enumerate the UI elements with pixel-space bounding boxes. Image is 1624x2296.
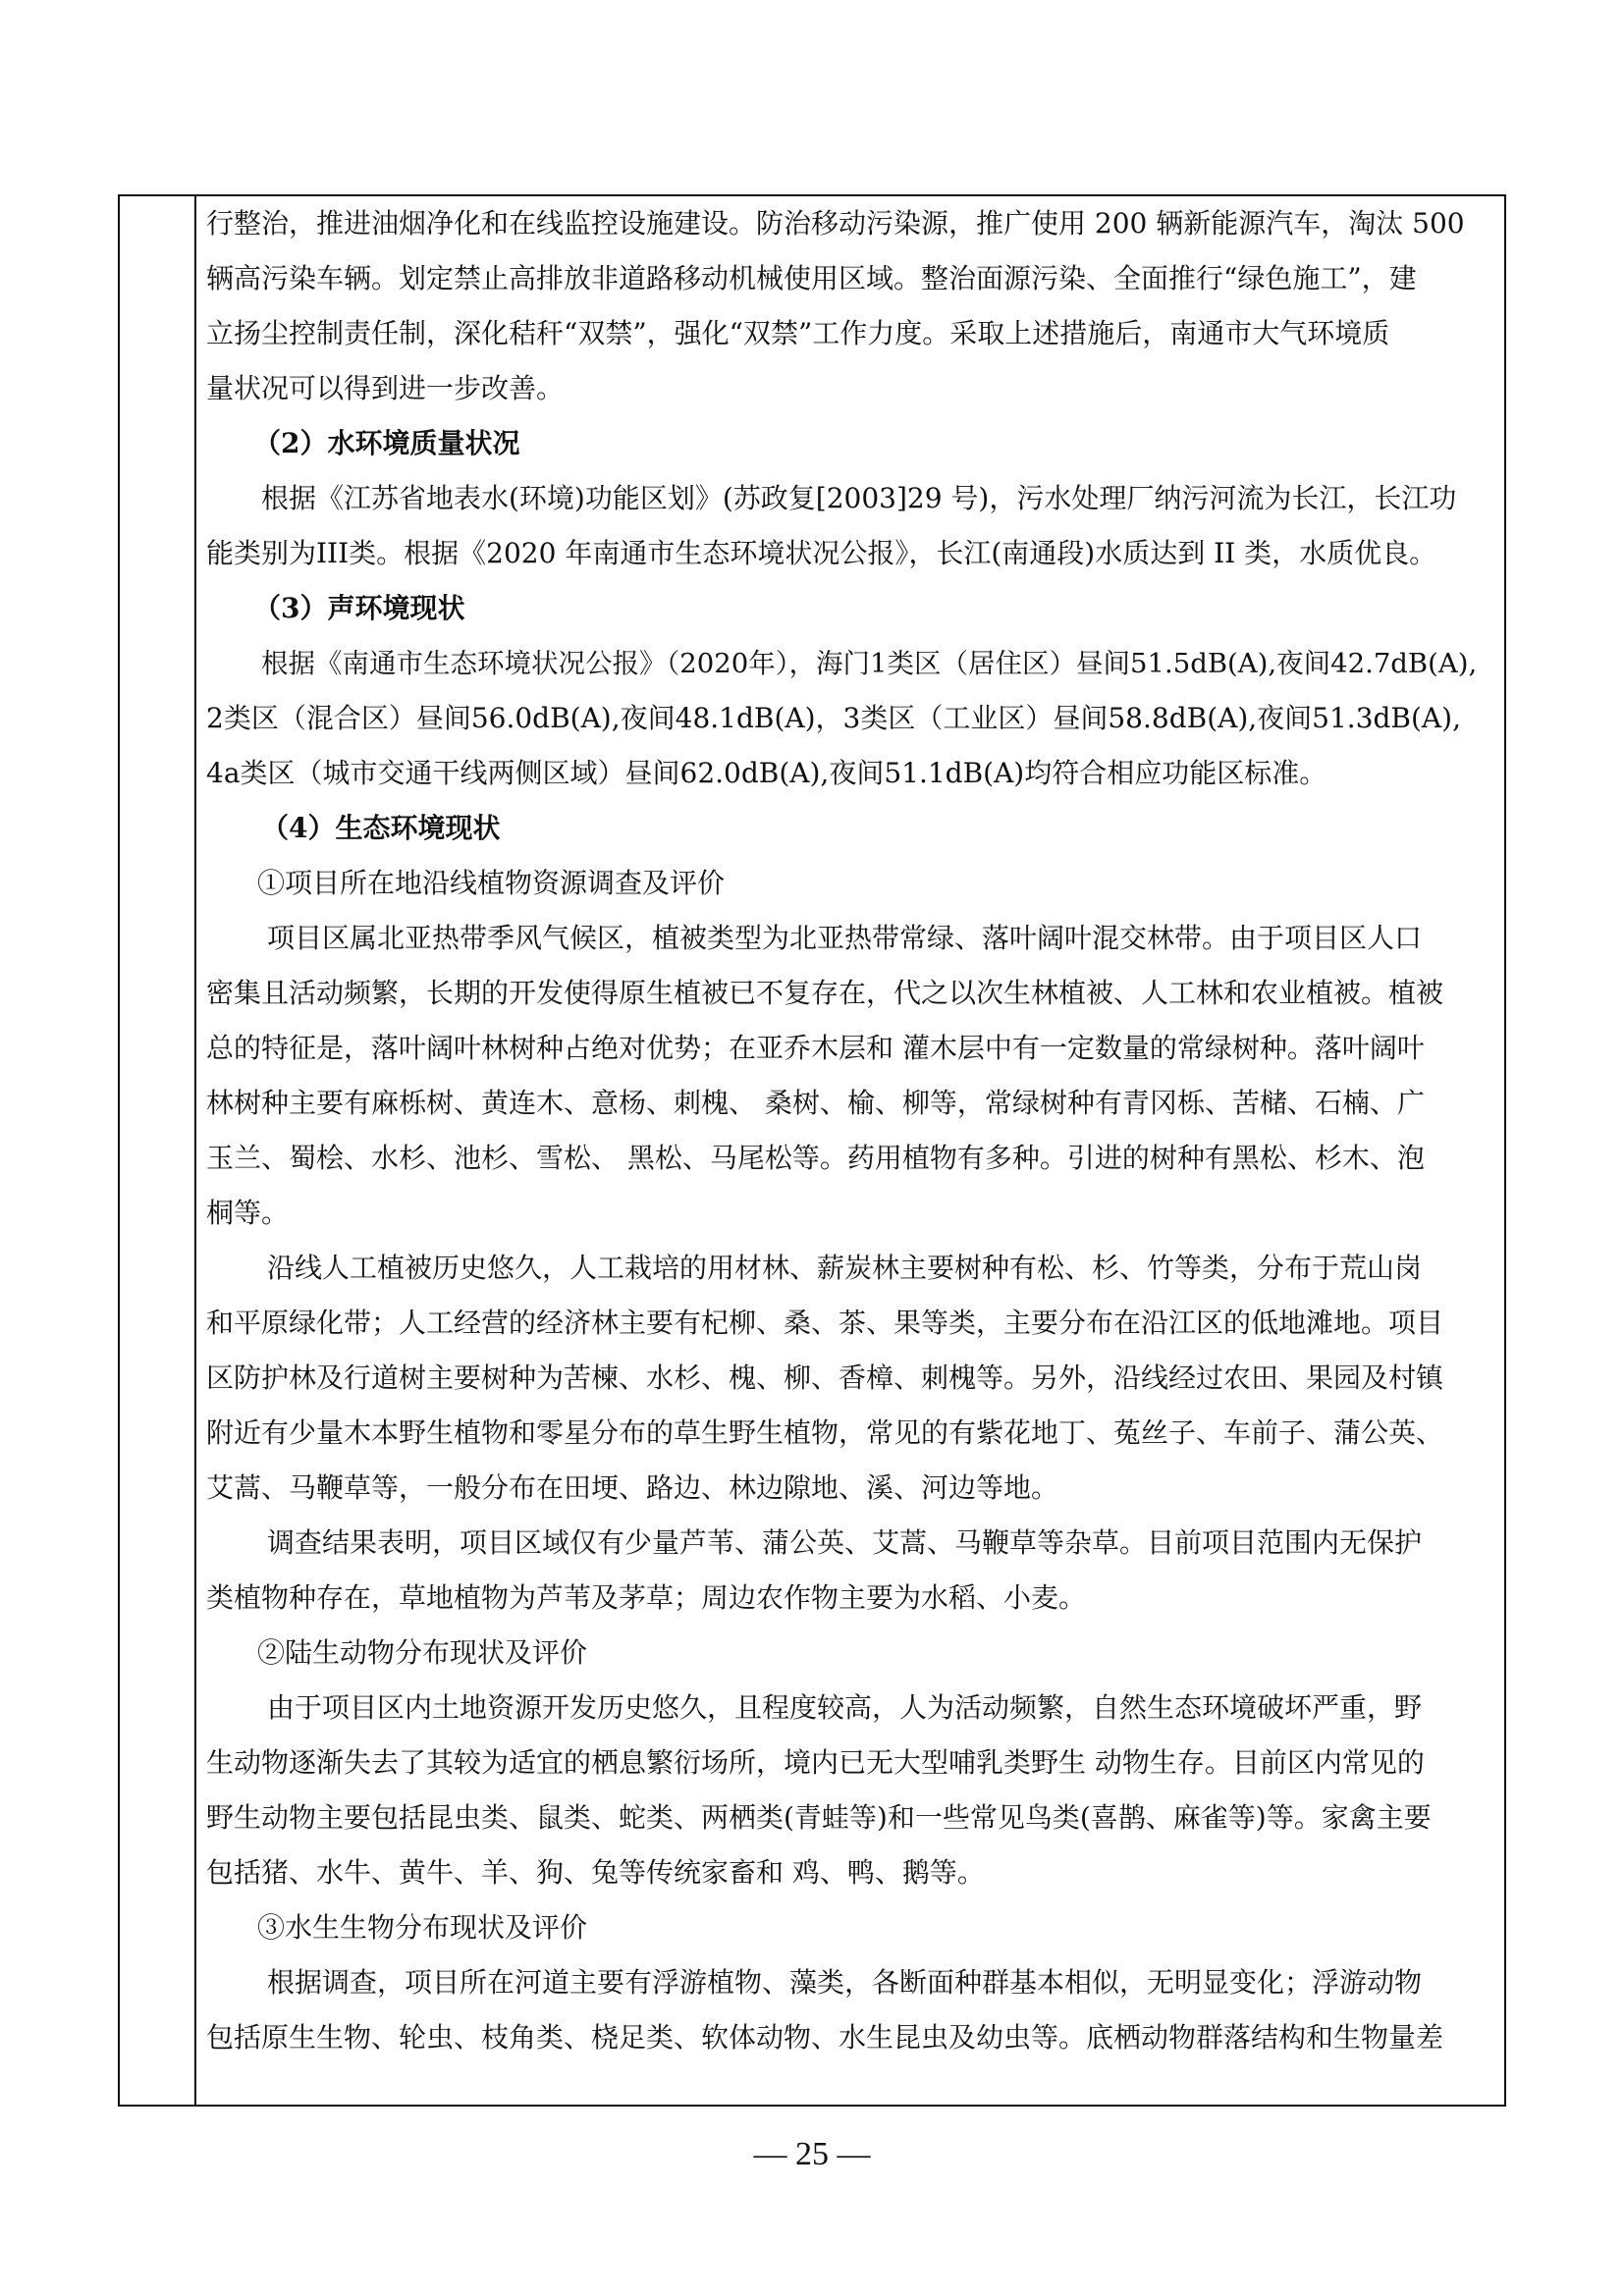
- text-line: 4a类区（城市交通干线两侧区域）昼间62.0dB(A),夜间51.1dB(A)均符合相应功能区标准。: [206, 757, 1327, 789]
- text-line: 艾蒿、马鞭草等，一般分布在田埂、路边、林边隙地、溪、河边等地。: [206, 1471, 1059, 1504]
- label-column: [120, 196, 196, 2105]
- text-line: 林树种主要有麻栎树、黄连木、意杨、刺槐、 桑树、榆、柳等，常绿树种有青冈栎、苦槠、石楠、广: [206, 1087, 1425, 1119]
- text-line: 野生动物主要包括昆虫类、鼠类、蛇类、两栖类(青蛙等)和一些常见鸟类(喜鹊、麻雀等)等。家禽主要: [206, 1801, 1432, 1834]
- text-line: 调查结果表明，项目区域仅有少量芦苇、蒲公英、艾蒿、马鞭草等杂草。目前项目范围内无保护: [267, 1526, 1423, 1559]
- page-number: — 25 —: [753, 2136, 871, 2172]
- text-line: 包括原生生物、轮虫、枝角类、桡足类、软体动物、水生昆虫及幼虫等。底栖动物群落结构和生物量差: [206, 2021, 1444, 2054]
- text-line: 根据《江苏省地表水(环境)功能区划》(苏政复[2003]29 号)，污水处理厂纳污河流为长江，长江功: [261, 482, 1457, 514]
- text-line: 沿线人工植被历史悠久，人工栽培的用材林、薪炭林主要树种有松、杉、竹等类，分布于荒山岗: [267, 1252, 1423, 1284]
- text-line: 总的特征是，落叶阔叶林树种占绝对优势；在亚乔木层和 灌木层中有一定数量的常绿树种。落叶阔叶: [206, 1032, 1425, 1064]
- text-line: 量状况可以得到进一步改善。: [206, 372, 565, 404]
- subsection-heading: ②陆生动物分布现状及评价: [257, 1636, 588, 1669]
- text-line: 辆高污染车辆。划定禁止高排放非道路移动机械使用区域。整治面源污染、全面推行“绿色施工”，建: [206, 262, 1417, 294]
- text-line: 项目区属北亚热带季风气候区，植被类型为北亚热带常绿、落叶阔叶混交林带。由于项目区人口: [267, 922, 1423, 954]
- text-line: 2类区（混合区）昼间56.0dB(A),夜间48.1dB(A)，3类区（工业区）昼间58.8dB(A),夜间51.3dB(A),: [206, 702, 1461, 734]
- text-line: 类植物种存在，草地植物为芦苇及茅草；周边农作物主要为水稻、小麦。: [206, 1581, 1087, 1614]
- text-line: 和平原绿化带；人工经营的经济林主要有杞柳、桑、茶、果等类，主要分布在沿江区的低地滩地。项目: [206, 1307, 1444, 1339]
- text-line: 根据调查，项目所在河道主要有浮游植物、藻类，各断面种群基本相似，无明显变化；浮游动物: [267, 1966, 1423, 1999]
- section-heading: （2）水环境质量状况: [253, 427, 520, 459]
- text-cell: [206, 196, 1490, 2105]
- text-line: 区防护林及行道树主要树种为苦楝、水杉、槐、柳、香樟、刺槐等。另外，沿线经过农田、果园及村镇: [206, 1362, 1444, 1394]
- text-line: 根据《南通市生态环境状况公报》（2020年），海门1类区（居住区）昼间51.5dB(A),夜间42.7dB(A),: [261, 648, 1478, 679]
- text-line: 生动物逐渐失去了其较为适宜的栖息繁衍场所，境内已无大型哺乳类野生 动物生存。目前区内常见的: [206, 1746, 1425, 1779]
- text-line: 行整治，推进油烟净化和在线监控设施建设。防治移动污染源，推广使用 200 辆新能源汽车，淘汰 500: [206, 207, 1465, 240]
- text-line: 密集且活动频繁，长期的开发使得原生植被已不复存在，代之以次生林植被、人工林和农业植被。植被: [206, 977, 1444, 1009]
- subsection-heading: ①项目所在地沿线植物资源调查及评价: [257, 867, 726, 899]
- text-line: 包括猪、水牛、黄牛、羊、狗、兔等传统家畜和 鸡、鸭、鹅等。: [206, 1856, 985, 1889]
- text-line: 能类别为III类。根据《2020 年南通市生态环境状况公报》，长江(南通段)水质达到 II 类，水质优良。: [206, 537, 1437, 569]
- section-heading: （4）生态环境现状: [261, 812, 501, 844]
- text-line: 由于项目区内土地资源开发历史悠久，且程度较高，人为活动频繁，自然生态环境破坏严重，野: [267, 1691, 1423, 1724]
- text-line: 玉兰、蜀桧、水杉、池杉、雪松、 黑松、马尾松等。药用植物有多种。引进的树种有黑松、杉木、泡: [206, 1142, 1425, 1174]
- section-heading: （3）声环境现状: [253, 592, 465, 624]
- text-line: 附近有少量木本野生植物和零星分布的草生野生植物，常见的有紫花地丁、菟丝子、车前子、蒲公英、: [206, 1416, 1444, 1449]
- content-table: [118, 194, 1506, 2107]
- text-line: 立扬尘控制责任制，深化秸秆“双禁”，强化“双禁”工作力度。采取上述措施后，南通市大气环境质: [206, 317, 1390, 349]
- subsection-heading: ③水生生物分布现状及评价: [257, 1911, 588, 1944]
- text-line: 桐等。: [206, 1197, 290, 1229]
